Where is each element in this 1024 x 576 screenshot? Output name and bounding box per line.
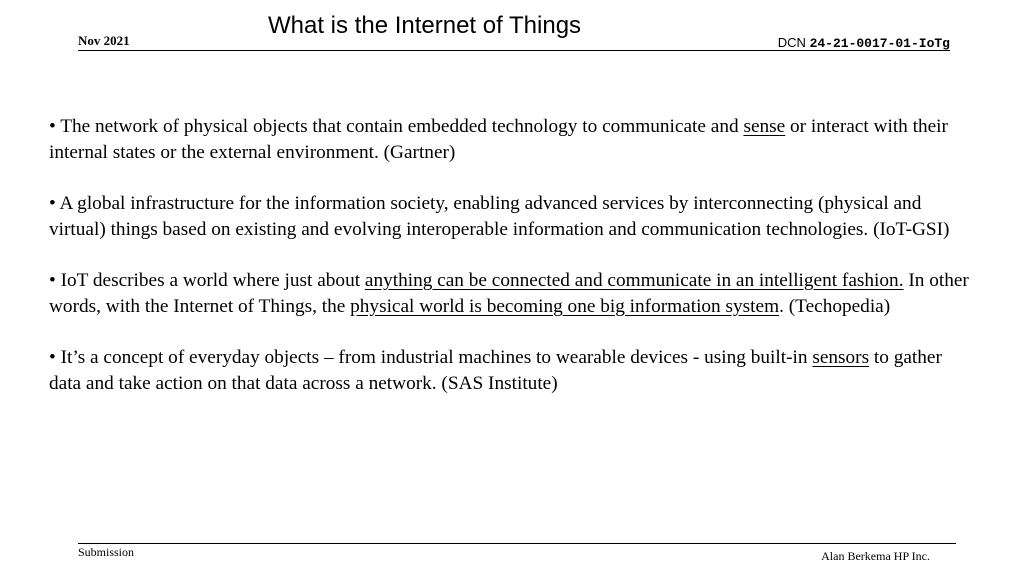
footer-divider	[78, 543, 956, 544]
bullet-text: • The network of physical objects that contain embedded technology to communicate and	[49, 116, 744, 137]
bullet-text: In other words, with the Internet of Things, the	[49, 270, 969, 317]
dcn-label: DCN	[777, 35, 806, 50]
bullet-text: to gather data and take action on that data across a network. (SAS Institute)	[49, 347, 942, 394]
bullet-text-underlined: anything can be connected and communicate in an intelligent fashion.	[364, 270, 904, 291]
bullet-text-underlined: sensors	[812, 347, 870, 368]
bullet-text: . (Techopedia)	[779, 296, 891, 317]
bullet-gartner	[49, 114, 969, 166]
slide-title: What is the Internet of Things	[268, 12, 582, 39]
slide-body	[49, 114, 969, 422]
bullet-text-underlined: sense	[743, 116, 786, 137]
bullet-text: or interact with their internal states or the external environment. (Gartner)	[49, 116, 948, 163]
bullet-techopedia	[49, 268, 969, 320]
header-date: Nov 2021	[78, 33, 130, 48]
dcn-number: 24-21-0017-01-IoTg	[809, 36, 950, 51]
bullet-text: • It’s a concept of everyday objects – from industrial machines to wearable devices - using built-in	[49, 347, 813, 368]
header-divider	[78, 50, 950, 51]
document-id	[778, 35, 950, 51]
bullet-sas	[49, 345, 969, 397]
bullet-iot-gsi	[49, 191, 969, 243]
footer-author: Alan Berkema HP Inc.	[821, 549, 930, 563]
bullet-text-underlined: physical world is becoming one big information system	[350, 296, 780, 317]
footer-submission: Submission	[78, 545, 135, 559]
bullet-text: • A global infrastructure for the information society, enabling advanced services by interconnecting (physical and virtual) things based on existing and evolving interoperable information and communication technologies. (IoT-GSI)	[49, 193, 950, 240]
bullet-text: • IoT describes a world where just about	[49, 270, 365, 291]
